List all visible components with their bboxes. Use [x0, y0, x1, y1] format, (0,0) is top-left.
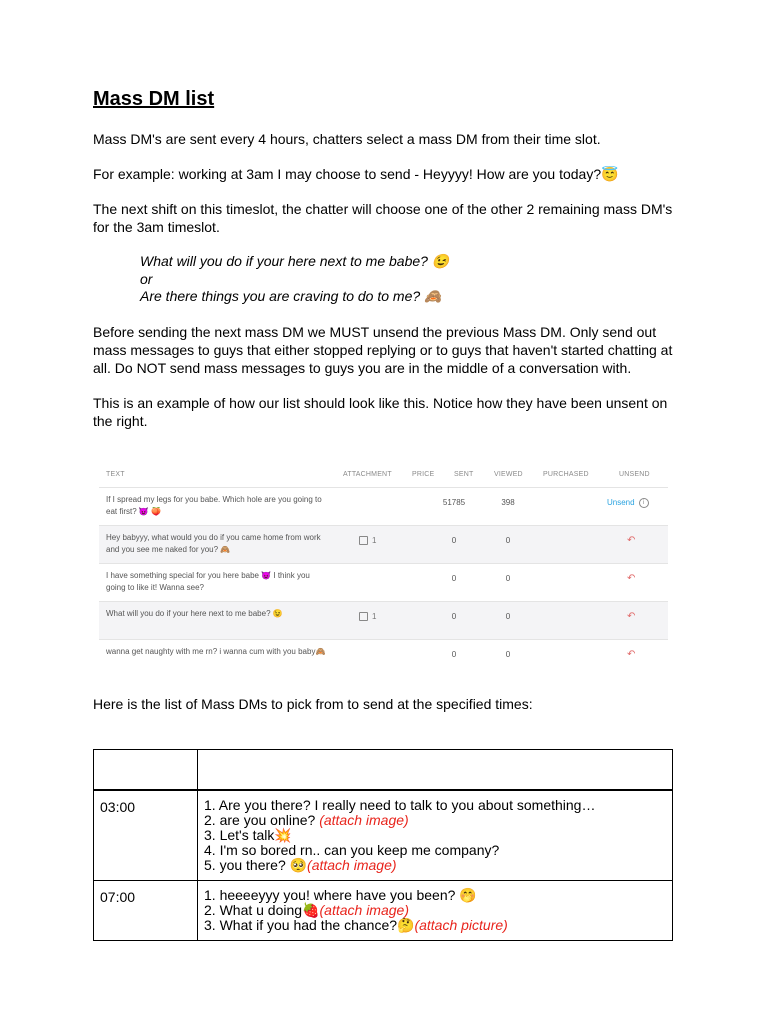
row-sent: 0: [451, 536, 457, 545]
table-row: [94, 881, 673, 941]
screenshot-row: [99, 601, 668, 639]
col-sent: SENT: [454, 471, 474, 478]
row-text: If I spread my legs for you babe. Which hole are you going to eat first? 😈 🍑: [106, 495, 322, 516]
attach-note: (attach image): [319, 812, 409, 828]
message-text: 2. What u doing🍓: [204, 902, 320, 918]
col-text: TEXT: [106, 471, 125, 478]
screenshot-header: [99, 463, 668, 487]
document-body: [93, 86, 683, 447]
row-sent: 51785: [442, 498, 466, 507]
row-text: What will you do if your here next to me babe? 😉: [106, 609, 283, 618]
message-text: 3. Let's talk💥: [204, 827, 292, 843]
example-note-paragraph: This is an example of how our list should look like this. Notice how they have been unsent on the right.: [93, 394, 668, 429]
intro-paragraph-1: Mass DM's are sent every 4 hours, chatters select a mass DM from their time slot.: [93, 131, 601, 147]
screenshot-rows: [99, 487, 668, 677]
time-cell: 07:00: [94, 881, 198, 941]
page-title: Mass DM list: [93, 88, 215, 110]
screenshot-row: [99, 563, 668, 601]
example-line-3: Are there things you are craving to do to me? 🙈: [140, 288, 442, 304]
header-cell-messages: [198, 750, 673, 791]
message-item: [204, 813, 666, 828]
col-price: PRICE: [412, 471, 435, 478]
intro-paragraph-2: For example: working at 3am I may choose to send - Heyyyy! How are you today?😇: [93, 166, 619, 182]
col-attachment: ATTACHMENT: [343, 471, 392, 478]
row-viewed: 0: [505, 536, 511, 545]
undo-icon[interactable]: ↶: [627, 535, 636, 546]
row-viewed: 0: [505, 612, 511, 621]
row-text: wanna get naughty with me rn? i wanna cum with you baby🙈: [106, 647, 326, 656]
rules-paragraph: Before sending the next mass DM we MUST unsend the previous Mass DM. Only send out mass messages to guys that either stopped replying or to guys that haven't started chatting at all. Do NOT send mass messages to guys you are in the middle of a conversation with.: [93, 323, 673, 376]
mass-dm-screenshot: [99, 463, 668, 660]
attach-note: (attach picture): [414, 917, 508, 933]
message-text: 3. What if you had the chance?🤔: [204, 917, 415, 933]
table-row: [94, 790, 673, 881]
col-viewed: VIEWED: [494, 471, 523, 478]
message-item: [204, 858, 666, 873]
screenshot-row: [99, 525, 668, 563]
info-icon[interactable]: i: [639, 498, 649, 508]
table-header-row: [94, 750, 673, 791]
messages-cell: [198, 881, 673, 941]
row-sent: 0: [451, 574, 457, 583]
attach-note: (attach image): [319, 902, 409, 918]
intro-paragraph-3: The next shift on this timeslot, the chatter will choose one of the other 2 remaining mass DM's for the 3am timeslot.: [93, 201, 673, 235]
message-item: [204, 798, 666, 813]
image-icon: [359, 536, 368, 545]
undo-icon[interactable]: ↶: [627, 573, 636, 584]
example-line-2: or: [140, 270, 153, 287]
mass-dm-table: [93, 749, 673, 941]
example-line-1: What will you do if your here next to me babe? 😉: [140, 253, 450, 269]
message-item: [204, 903, 666, 918]
message-text: 2. are you online?: [204, 812, 320, 828]
row-viewed: 398: [501, 498, 515, 507]
list-intro: Here is the list of Mass DMs to pick from to send at the specified times:: [93, 696, 533, 712]
attachment-count: 1: [372, 612, 377, 621]
time-cell: 03:00: [94, 790, 198, 881]
message-item: [204, 888, 666, 903]
message-text: 5. you there? 🥺: [204, 857, 308, 873]
unsend-link[interactable]: Unsend: [607, 498, 635, 508]
screenshot-row: [99, 639, 668, 677]
row-viewed: 0: [505, 650, 511, 659]
message-text: 1. heeeeyyy you! where have you been? 🤭: [204, 887, 477, 903]
row-text: I have something special for you here babe 😈 I think you going to like it! Wanna see?: [106, 571, 310, 592]
col-purchased: PURCHASED: [543, 471, 589, 478]
row-attachment: [359, 536, 376, 545]
undo-icon[interactable]: ↶: [627, 649, 636, 660]
example-messages: [140, 253, 683, 306]
image-icon: [359, 612, 368, 621]
screenshot-row: [99, 487, 668, 525]
attach-note: (attach image): [307, 857, 397, 873]
header-cell-time: [94, 750, 198, 791]
message-item: [204, 828, 666, 843]
message-item: [204, 843, 666, 858]
row-sent: 0: [451, 612, 457, 621]
row-text: Hey babyyy, what would you do if you came home from work and you see me naked for you? 🙈: [106, 533, 321, 554]
unsend-control: [607, 498, 649, 508]
row-viewed: 0: [505, 574, 511, 583]
message-text: 1. Are you there? I really need to talk to you about something…: [204, 797, 596, 813]
undo-icon[interactable]: ↶: [627, 611, 636, 622]
message-item: [204, 918, 666, 933]
messages-cell: [198, 790, 673, 881]
row-attachment: [359, 612, 376, 621]
row-sent: 0: [451, 650, 457, 659]
attachment-count: 1: [372, 536, 377, 545]
message-text: 4. I'm so bored rn.. can you keep me company?: [204, 842, 500, 858]
col-unsend: UNSEND: [619, 471, 650, 478]
